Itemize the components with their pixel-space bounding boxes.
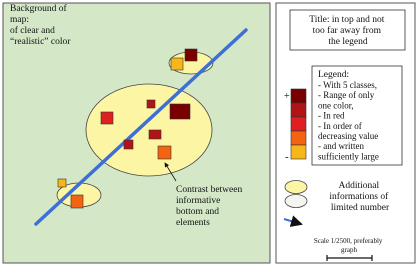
legend-plus-sign: + (284, 91, 290, 102)
map-symbol-class2 (149, 130, 161, 139)
map-symbol-class4 (158, 146, 171, 159)
contrast-note-line: Contrast between (176, 185, 243, 195)
legend-heading: Legend: (318, 70, 350, 80)
additional-info-text (329, 181, 390, 213)
map-symbol-class2 (147, 100, 155, 108)
map-symbol-class4 (71, 195, 83, 208)
title-box-line: Title: in top and not (309, 15, 385, 25)
scale-line: Scale 1/2500, preferably (313, 237, 383, 245)
contrast-note-line: informative (176, 196, 221, 206)
contrast-note-line: bottom and (176, 207, 220, 217)
legend-line: - In order of (318, 120, 362, 131)
legend-swatch-class-5 (291, 145, 306, 159)
map-symbol-class5 (58, 179, 66, 187)
legend-swatches (291, 89, 306, 159)
legend-line: - Range of only (318, 90, 375, 101)
legend-line: decreasing value (318, 131, 379, 141)
title-box-line: the legend (328, 37, 368, 47)
title-box-line: too far away from (312, 26, 381, 36)
background-note-line: of clear and (10, 26, 55, 36)
contrast-note-line: elements (176, 218, 210, 228)
additional-info-line: informations of (329, 192, 389, 202)
legend-line: - In red (318, 110, 345, 121)
legend-line: - With 5 classes, (318, 80, 377, 90)
legend-swatch-class-4 (291, 131, 306, 145)
legend-line: sufficiently large (318, 151, 379, 162)
legend-ellipse-yellow (285, 181, 307, 194)
background-note-line: “realistic” color (10, 37, 71, 47)
legend-swatch-class-3 (291, 117, 306, 131)
map-symbol-class5 (171, 58, 183, 70)
legend-minus-sign: - (285, 151, 289, 163)
legend-swatch-class-1 (291, 89, 306, 103)
background-note-line: Background of (10, 4, 67, 14)
additional-info-line: limited number (330, 203, 390, 213)
map-symbol-class2 (124, 140, 133, 149)
background-note-line: map: (10, 15, 29, 25)
additional-info-line: Additional (338, 181, 380, 191)
legend-line: one color, (318, 100, 354, 111)
legend-swatch-class-2 (291, 103, 306, 117)
map-symbol-class1 (185, 49, 197, 61)
legend-ellipse-white (285, 195, 307, 208)
legend-line: - and written (318, 141, 364, 152)
map-symbol-class3 (101, 112, 113, 124)
scale-line: graph (341, 246, 357, 254)
map-symbol-class1 (170, 104, 190, 119)
